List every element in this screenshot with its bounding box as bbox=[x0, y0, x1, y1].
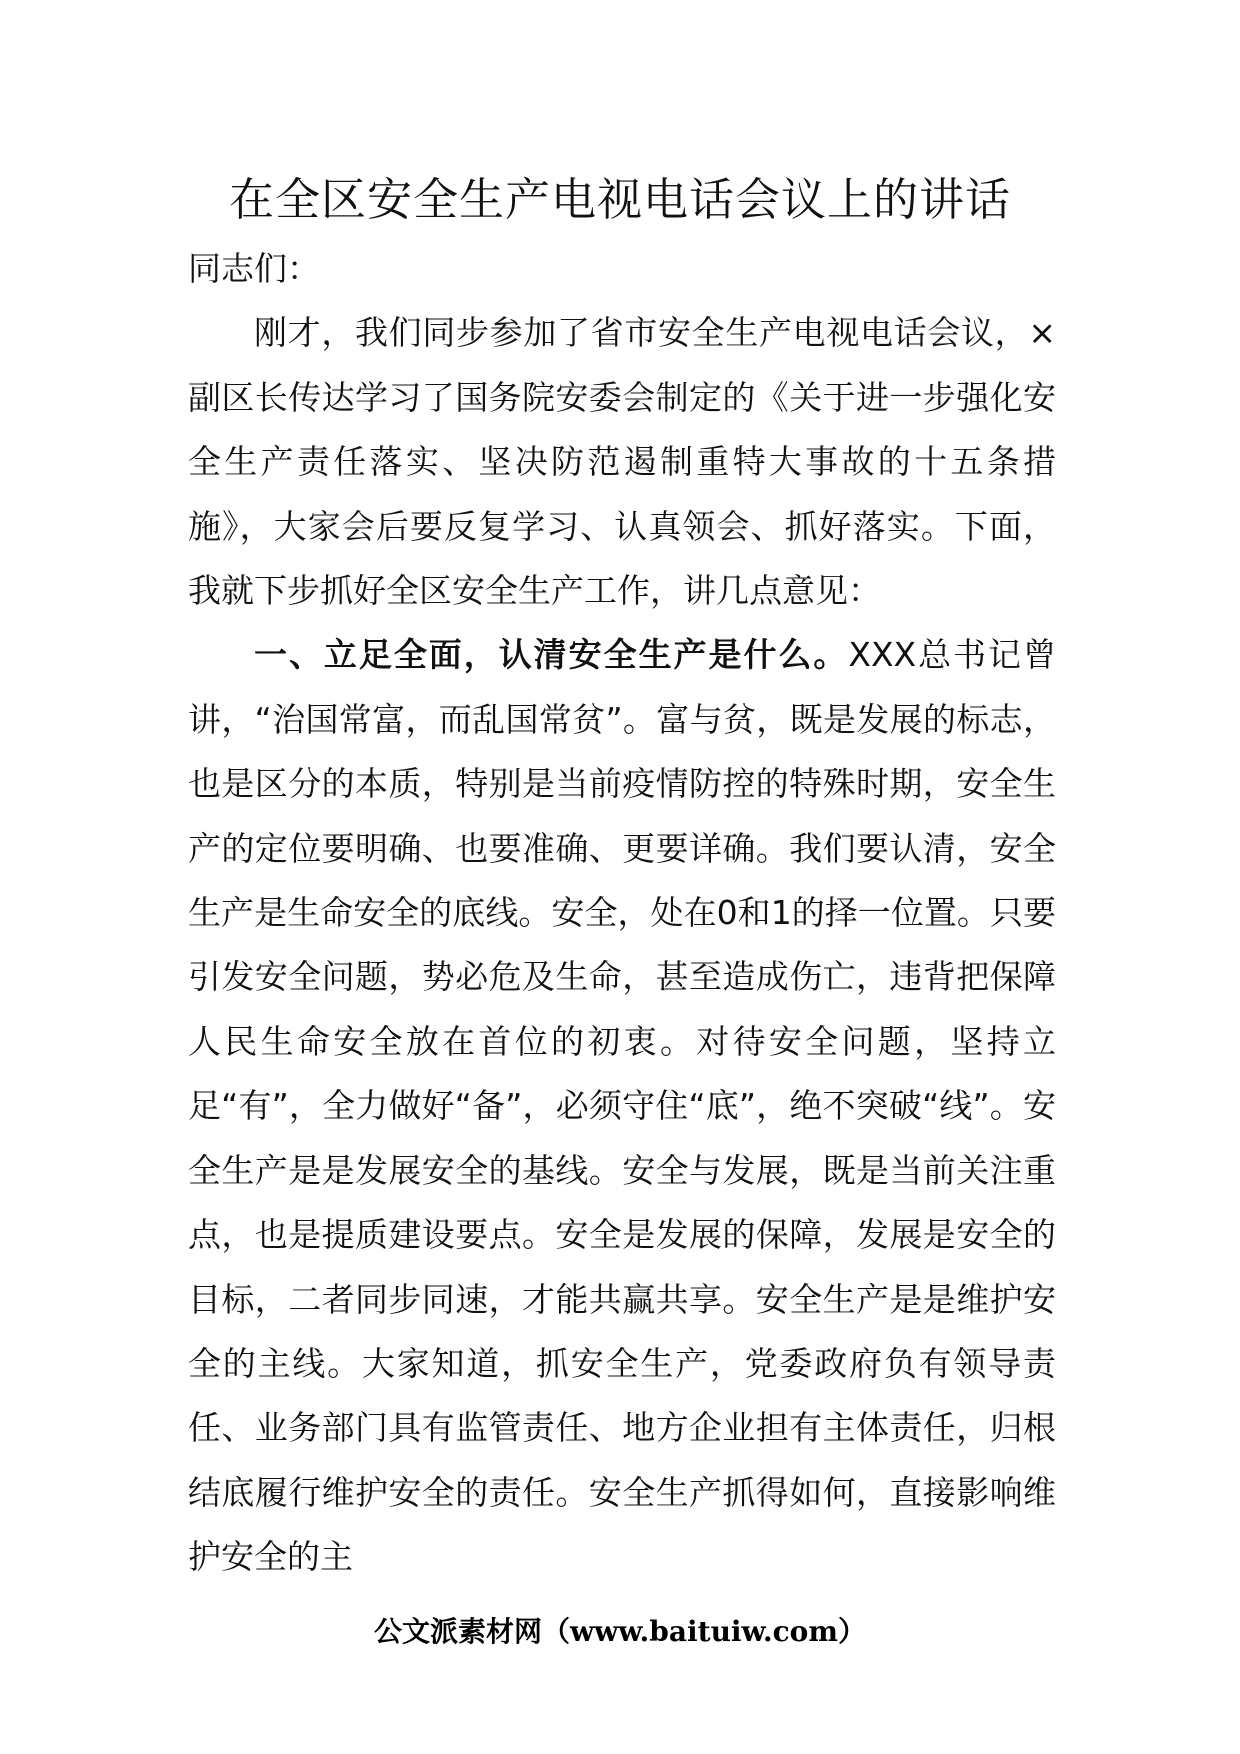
paragraph-intro: 刚才，我们同步参加了省市安全生产电视电话会议，×副区长传达学习了国务院安委会制定的《关于进一步强化安全生产责任落实、坚决防范遏制重特大事故的十五条措施》，大家会后要反复学习、认真领会、抓好落实。下面，我就下步抓好全区安全生产工作，讲几点意见： bbox=[188, 313, 1056, 611]
salutation: 同志们： bbox=[188, 249, 320, 288]
document-title: 在全区安全生产电视电话会议上的讲话 bbox=[228, 173, 1011, 226]
document-body bbox=[188, 237, 1056, 1590]
paragraph-section-one bbox=[188, 623, 1056, 1589]
section-one-text: XXX总书记曾讲，“治国常富，而乱国常贫”。富与贫，既是发展的标志，也是区分的本质，特别是当前疫情防控的特殊时期，安全生产的定位要明确、也要准确、更要详确。我们要认清，安全生产是生命安全的底线。安全，处在0和1的择一位置。只要引发安全问题，势必危及生命，甚至造成伤亡，违背把保障人民生命安全放在首位的初衷。对待安全问题，坚持立足“有”，全力做好“备”，必须守住“底”，绝不突破“线”。安全生产是是发展安全的基线。安全与发展，既是当前关注重点，也是提质建设要点。安全是发展的保障，发展是安全的目标，二者同步同速，才能共赢共享。安全生产是是维护安全的主线。大家知道，抓安全生产，党委政府负有领导责任、业务部门具有监管责任、地方企业担有主体责任，归根结底履行维护安全的责任。安全生产抓得如何，直接影响维护安全的主 bbox=[188, 635, 1057, 1577]
footer-watermark: 公文派素材网（www.baituiw.com） bbox=[374, 1615, 866, 1648]
section-one-heading: 一、立足全面，认清安全生产是什么。 bbox=[254, 635, 849, 675]
